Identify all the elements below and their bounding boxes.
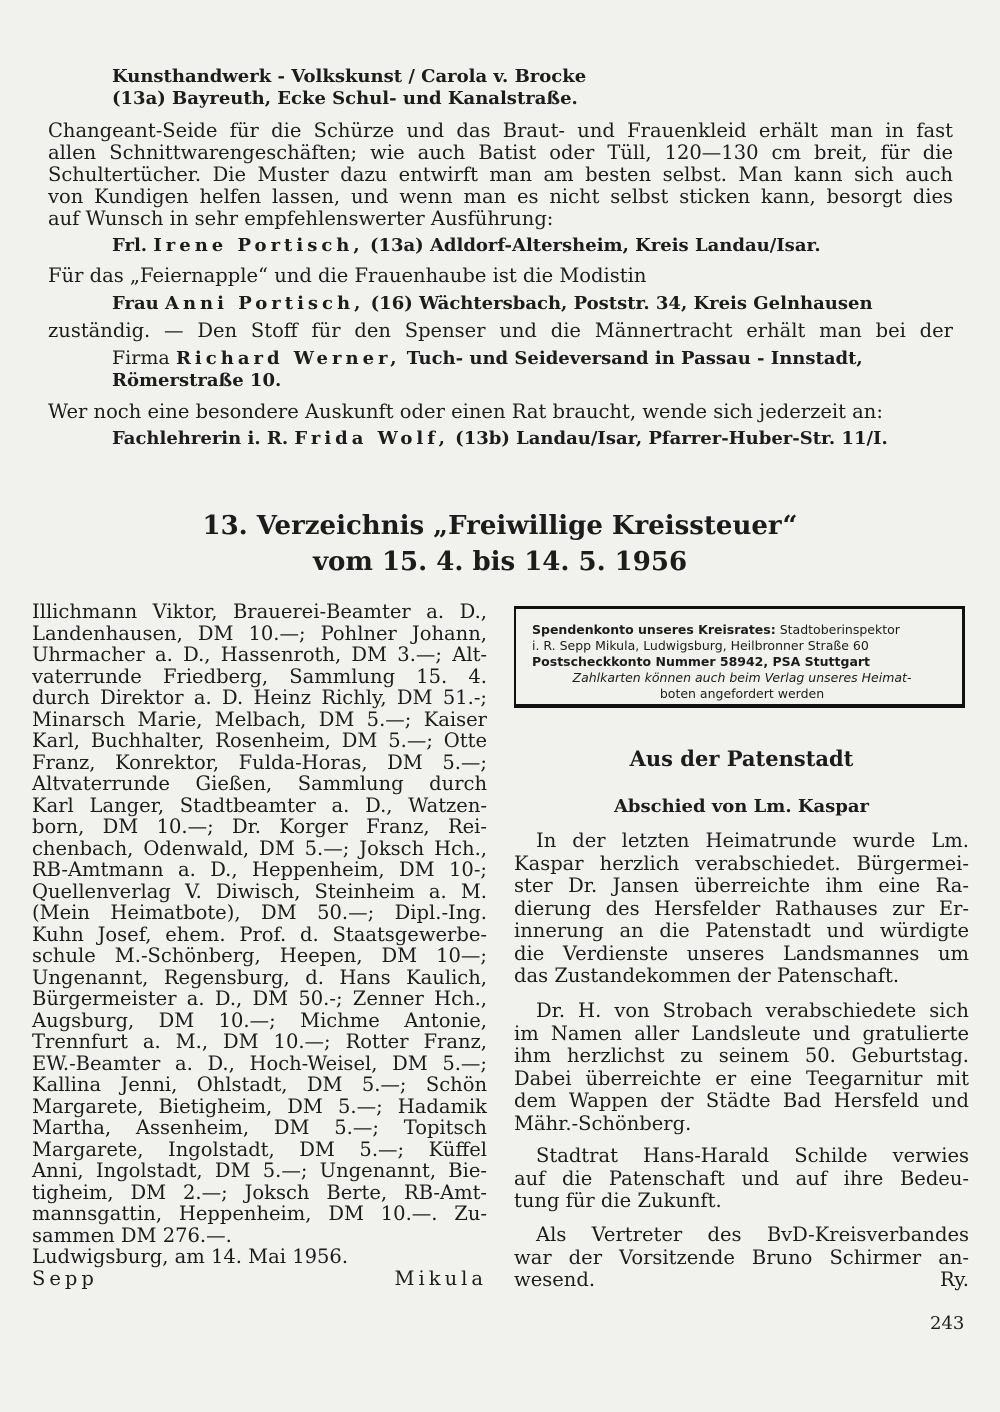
contact-address: (13b) Landau/Isar, Pfarrer-Huber-Str. 11/I. [455, 428, 888, 449]
page-number: 243 [930, 1313, 965, 1334]
donation-line: Margarete, Bietigheim, DM 5.—; Hadamik [32, 1094, 487, 1118]
intro-line: auf Wunsch in sehr empfehlenswerter Ausführung: [48, 207, 554, 230]
text-line: im Namen aller Landsleute und gratulierte [514, 1021, 969, 1045]
donation-line: Anni, Ingolstadt, DM 5.—; Ungenannt, Bie- [32, 1159, 487, 1182]
donation-line: Bürgermeister a. D., DM 50.-; Zenner Hch., [32, 987, 487, 1010]
contact-name: Anni Portisch, [164, 293, 365, 314]
donation-line: (Mein Heimatbote), DM 50.—; Dipl.-Ing. [32, 901, 487, 924]
contact-address: (13a) Adldorf-Altersheim, Kreis Landau/Isar. [369, 235, 821, 256]
donation-line: Augsburg, DM 10.—; Michme Antonie, [32, 1008, 487, 1032]
contact-name: Frida Wolf, [294, 428, 449, 449]
donation-list [32, 601, 487, 1289]
contact-frida-wolf [112, 428, 957, 450]
patenstadt-heading: Aus der Patenstadt [629, 746, 854, 771]
donation-line: EW.-Beamter a. D., Hoch-Weisel, DM 5.—; [32, 1051, 487, 1075]
text-line: ihm herzlichst zu seinem 50. Geburtstag. [514, 1044, 969, 1067]
signature: Sepp Mikula [32, 1266, 487, 1290]
donation-line: Karl Langer, Stadtbeamter a. D., Watzen- [32, 793, 487, 817]
contact-prefix: Firma [112, 347, 170, 369]
patenstadt-paragraph-3 [514, 1145, 969, 1213]
donation-line: Franz, Konrektor, Fulda-Horas, DM 5.—; [32, 750, 487, 774]
donation-line: mannsgattin, Heppenheim, DM 10.—. Zu- [32, 1202, 487, 1225]
donation-line: Trennfurt a. M., DM 10.—; Rotter Franz, [32, 1030, 487, 1053]
paragraph-auskunft: Wer noch eine besondere Auskunft oder einen Rat braucht, wende sich jederzeit an: [48, 400, 883, 423]
donation-line: born, DM 10.—; Dr. Korger Franz, Rei- [32, 815, 487, 838]
donation-line: schule M.-Schönberg, Heepen, DM 10—; [32, 944, 487, 967]
text-line: innerung an die Patenstadt und würdigte [514, 919, 969, 942]
patenstadt-paragraph-1 [514, 830, 969, 988]
section-title-line-1: 13. Verzeichnis „Freiwillige Kreissteuer“ [202, 511, 798, 541]
intro-line: allen Schnittwarengeschäften; wie auch Batist oder Tüll, 120—130 cm breit, für die [48, 141, 953, 164]
paragraph-modistin: Für das „Feiernapple“ und die Frauenhaube ist die Modistin [48, 264, 647, 287]
donation-line: vaterrunde Friedberg, Sammlung 15. 4. [32, 664, 487, 688]
contact-anni-portisch [112, 293, 957, 315]
donation-line: sammen DM 276.—. [32, 1223, 232, 1247]
donation-line: tigheim, DM 2.—; Joksch Berte, RB-Amt- [32, 1180, 487, 1204]
author-initials: Ry. [940, 1268, 969, 1291]
donation-line: Karl, Buchhalter, Rosenheim, DM 5.—; Otte [32, 729, 487, 752]
donation-line: durch Direktor a. D. Heinz Richly, DM 51.-; [32, 686, 487, 709]
contact-name: Irene Portisch, [153, 235, 364, 256]
header-line-1: Kunsthandwerk - Volkskunst / Carola v. Brocke [112, 66, 587, 87]
box-line-3: Postscheckkonto Nummer 58942, PSA Stuttgart [532, 654, 871, 669]
contact-richard-werner [112, 347, 957, 392]
box-line-5: boten angefordert werden [659, 686, 825, 701]
contact-address-line-2: Römerstraße 10. [112, 370, 282, 391]
donation-line: Margarete, Ingolstadt, DM 5.—; Küffel [32, 1137, 487, 1161]
contact-irene-portisch [112, 235, 957, 257]
header-line-2: (13a) Bayreuth, Ecke Schul- und Kanalstraße. [112, 88, 578, 109]
donation-line: Ungenannt, Regensburg, d. Hans Kaulich, [32, 965, 487, 989]
contact-address: (16) Wächtersbach, Poststr. 34, Kreis Gelnhausen [370, 293, 873, 314]
donation-line: Uhrmacher a. D., Hassenroth, DM 3.—; Alt- [32, 643, 487, 666]
box-line-1 [532, 622, 952, 638]
donation-line: Illichmann Viktor, Brauerei-Beamter a. D., [32, 600, 487, 623]
text-line: dem Wappen der Städte Bad Hersfeld und [514, 1089, 969, 1112]
text-line: Stadtrat Hans-Harald Schilde verwies [536, 1144, 969, 1167]
text-line: Dabei überreichte er eine Teegarnitur mit [514, 1066, 969, 1090]
donation-line: chenbach, Odenwald, DM 5.—; Joksch Hch., [32, 836, 487, 860]
text-line [514, 1269, 969, 1292]
intro-paragraph [48, 120, 953, 230]
contact-name: Richard Werner, [175, 348, 401, 369]
text-line: Dr. H. von Strobach verabschiedete sich [536, 999, 969, 1022]
donation-line: Minarsch Marie, Melbach, DM 5.—; Kaiser [32, 707, 487, 731]
text-line: das Zustandekommen der Patenschaft. [514, 964, 900, 987]
contact-prefix: Frau [112, 293, 159, 314]
donation-line: Landenhausen, DM 10.—; Pohlner Johann, [32, 621, 487, 645]
box-line-4: Zahlkarten können auch beim Verlag unseres Heimat- [572, 670, 912, 685]
patenstadt-subheading: Abschied von Lm. Kaspar [613, 796, 870, 817]
text-line: Kaspar herzlich verabschiedet. Bürgermei- [514, 851, 969, 875]
text-line: tung für die Zukunft. [514, 1189, 722, 1212]
donation-line: Kallina Jenni, Ohlstadt, DM 5.—; Schön [32, 1073, 487, 1096]
box-account-holder: Stadtoberinspektor [779, 622, 900, 637]
patenstadt-paragraph-4 [514, 1224, 969, 1292]
text-line: die Verdienste unseres Landsmannes um [514, 941, 969, 965]
text-line: Als Vertreter des BvD-Kreisverbandes [536, 1223, 969, 1246]
box-account-label: Spendenkonto unseres Kreisrates: [532, 622, 776, 637]
place-date: Ludwigsburg, am 14. Mai 1956. [32, 1245, 349, 1268]
text-line: In der letzten Heimatrunde wurde Lm. [536, 829, 969, 852]
donation-line: Martha, Assenheim, DM 5.—; Topitsch [32, 1116, 487, 1139]
intro-line: Schultertücher. Die Muster dazu entwirft man am besten selbst. Man kann sich auch [48, 163, 953, 186]
header-address [112, 66, 586, 110]
intro-line: Changeant-Seide für die Schürze und das Braut- und Frauenkleid erhält man in fast [48, 119, 953, 142]
contact-prefix: Frl. [112, 235, 148, 256]
text-line: dierung des Hersfelder Rathauses zur Er- [514, 896, 969, 920]
donation-account-box [514, 606, 965, 708]
donation-line: Altvaterrunde Gießen, Sammlung durch [32, 772, 487, 795]
donation-line: Quellenverlag V. Diwisch, Steinheim a. M. [32, 879, 487, 903]
contact-prefix: Fachlehrerin i. R. [112, 428, 289, 449]
text-fragment: wesend. [514, 1268, 596, 1291]
section-title-line-2: vom 15. 4. bis 14. 5. 1956 [312, 547, 688, 577]
contact-address: Tuch- und Seideversand in Passau - Innstadt, [406, 348, 863, 369]
text-line: auf die Patenschaft und auf ihre Bedeu- [514, 1166, 969, 1190]
text-line: war der Vorsitzende Bruno Schirmer an- [514, 1245, 969, 1269]
donation-line: Kuhn Josef, ehem. Prof. d. Staatsgewerbe- [32, 922, 487, 946]
donation-line: RB-Amtmann a. D., Heppenheim, DM 10-; [32, 858, 487, 881]
intro-line: von Kundigen helfen lassen, und wenn man es nicht selbst sticken kann, besorgt dies [48, 185, 953, 208]
patenstadt-paragraph-2 [514, 1000, 969, 1135]
text-line: ster Dr. Jansen überreichte ihm eine Ra- [514, 874, 969, 897]
text-line: Mähr.-Schönberg. [514, 1111, 692, 1135]
paragraph-stoff: zuständig. — Den Stoff für den Spenser und die Männertracht erhält man bei der [48, 319, 953, 342]
box-line-2: i. R. Sepp Mikula, Ludwigsburg, Heilbronner Straße 60 [532, 638, 869, 653]
